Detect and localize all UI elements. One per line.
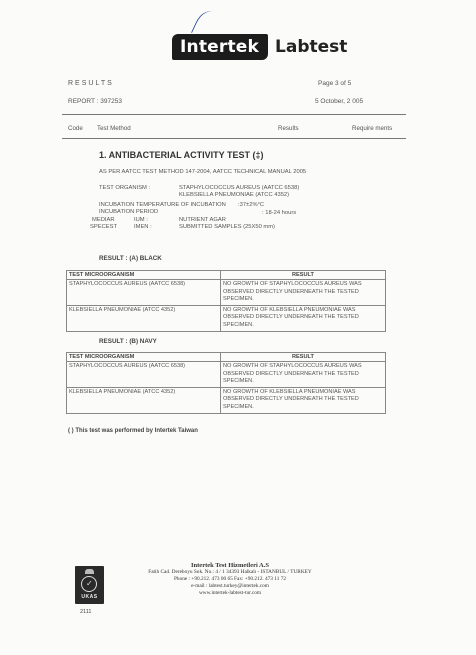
result-b-table [66,352,386,414]
result-a-col-organism: TEST MICROORGANISM [67,271,221,280]
specimen-label-a: SPECEST [90,224,118,230]
medium-label-b: IUM : [134,217,148,223]
organism-cell: STAPHYLOCOCCUS AUREUS (AATCC 6538) [67,280,221,306]
result-a-label: RESULT : (A) BLACK [99,255,162,262]
footer-block [120,562,340,597]
tick-icon: ✓ [86,579,93,588]
header-rule-top [62,114,406,115]
organism-cell: KLEBSIELLA PNEUMONIAE (ATCC 4352) [67,387,221,413]
table-row [67,305,386,331]
organism-label: TEST ORGANISM : [99,185,151,191]
result-a-table [66,270,386,332]
result-cell: NO GROWTH OF STAPHYLOCOCCUS AUREUS WAS OBSERVED DIRECTLY UNDERNEATH THE TESTED SPECIMEN. [221,280,386,306]
organism-2: KLEBSIELLA PNEUMONIAE (ATCC 4352) [179,192,290,198]
column-results: Results [278,125,299,132]
organism-cell: KLEBSIELLA PNEUMONIAE (ATCC 4352) [67,305,221,331]
result-b-label: RESULT : (B) NAVY [99,338,157,345]
footer-email: e-mail : labtest.turkey@intertek.com [191,583,269,589]
footer-phone: Phone : +90.212. 473 00 65 Fax: +90.212. 473 11 72 [173,576,286,582]
logo-brand: Intertek [172,34,268,60]
column-code: Code [68,125,83,132]
ukas-mark: UKAS [81,594,98,600]
header-rule-bottom [62,138,406,139]
organism-cell: STAPHYLOCOCCUS AUREUS (AATCC 6538) [67,362,221,388]
result-b-col-result: RESULT [221,353,386,362]
section-title: 1. ANTIBACTERIAL ACTIVITY TEST (‡) [99,150,264,160]
result-cell: NO GROWTH OF STAPHYLOCOCCUS AUREUS WAS OBSERVED DIRECTLY UNDERNEATH THE TESTED SPECIMEN. [221,362,386,388]
column-requirements: Require ments [352,125,393,132]
table-row [67,280,386,306]
organism-1: STAPHYLOCOCCUS AUREUS (AATCC 6538) [179,185,300,191]
incubation-period-value: : 18-24 hours [262,210,297,216]
medium-value: NUTRIENT AGAR [179,217,226,223]
table-row [67,387,386,413]
specimen-label-b: IMEN : [134,224,152,230]
table-row [67,362,386,388]
incubation-period-label: INCUBATION PERIOD [99,209,159,215]
results-heading: RESULTS [68,80,114,87]
report-number: REPORT : 397253 [68,98,122,105]
ukas-number: 2111 [80,609,92,615]
footer-company: Intertek Test Hizmetleri A.S [191,562,269,569]
page-number: Page 3 of 5 [318,80,352,87]
test-method-line: AS PER AATCC TEST METHOD 147-2004, AATCC TECHNICAL MANUAL 2005 [99,169,307,175]
logo-suffix: Labtest [275,37,348,57]
result-b-col-organism: TEST MICROORGANISM [67,353,221,362]
result-a-col-result: RESULT [221,271,386,280]
footer-website: www.intertek-labtest-tur.com [198,590,262,596]
report-date: 5 October, 2 005 [315,98,364,105]
incubation-temp-value: :37±2%°C [238,202,265,208]
ukas-crown-tick-icon [75,566,104,604]
intertek-logo [172,33,347,61]
crown-icon [85,569,94,574]
medium-label-a: MEDIAR [92,217,115,223]
result-cell: NO GROWTH OF KLEBSIELLA PNEUMONIAE WAS OBSERVED DIRECTLY UNDERNEATH THE TESTED SPECIMEN. [221,387,386,413]
footnote: ( ) This test was performed by Intertek Taiwan [68,428,198,434]
column-test-method: Test Method [97,125,131,132]
result-cell: NO GROWTH OF KLEBSIELLA PNEUMONIAE WAS OBSERVED DIRECTLY UNDERNEATH THE TESTED SPECIMEN. [221,305,386,331]
incubation-temp-label: INCUBATION TEMPERATURE OF INCUBATION [99,202,226,208]
specimen-value: SUBMITTED SAMPLES (25X50 mm) [179,224,275,230]
footer-address: Fatih Cad. Dereboyu Sok. No.: 4 / 1 34393 Halkalı - ISTANBUL / TURKEY [148,569,312,575]
